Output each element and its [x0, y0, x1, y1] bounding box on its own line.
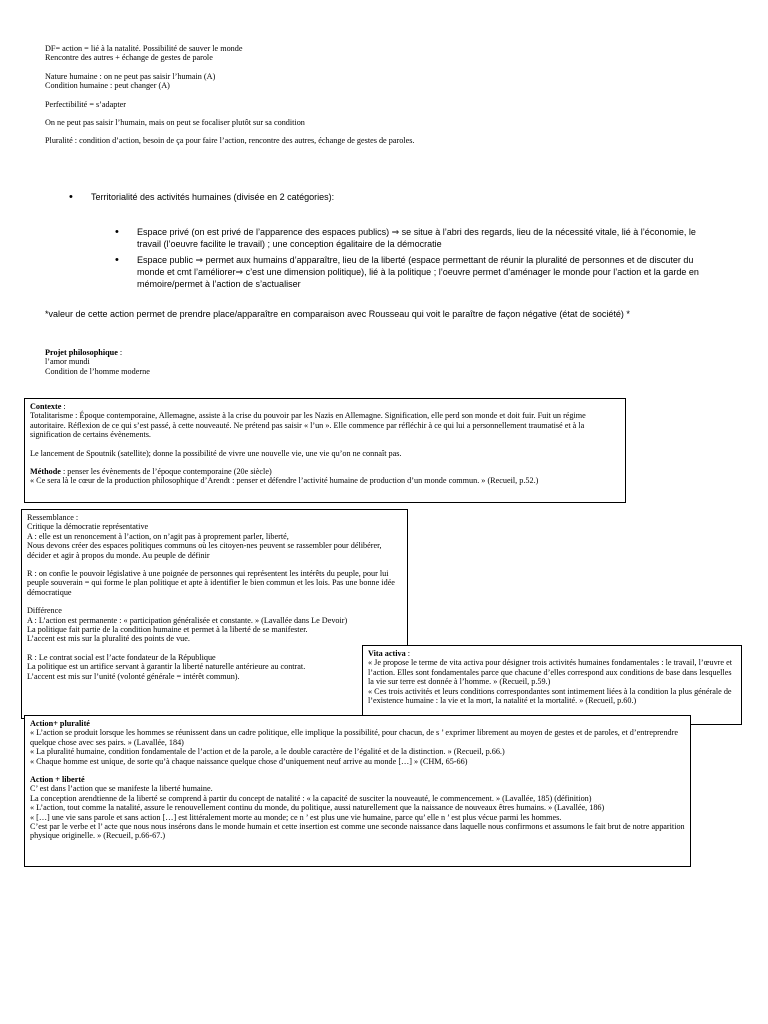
bullet-item: • Espace privé (on est privé de l’apparence des espaces publics) ⇒ se situe à l’abri des regards, lieu de la nécessité vitale, lié à l’économie, le travail (l’oeuvre facilite le travail) ; une conception égalitaire de la démocratie: [137, 226, 707, 250]
methode-text: : penser les évènements de l’époque contemporaine (20e siècle): [60, 467, 272, 477]
action-pluralite-title: Action+ pluralité: [30, 719, 90, 728]
note-line: On ne peut pas saisir l’humain, mais on peut se focaliser plutôt sur sa condition: [45, 118, 305, 128]
intro-notes: [45, 44, 725, 146]
ressemblance-line: La politique est un artifice servant à garantir la liberté naturelle antérieure au contrat.: [27, 662, 306, 672]
note-line: DF= action = lié à la natalité. Possibilité de sauver le monde: [45, 44, 243, 53]
action-line: La conception arendtienne de la liberté se comprend à partir du concept de natalité : « la capacité de susciter la nouveauté, le commencement. » (Lavallée, 185) (définition): [30, 793, 592, 803]
action-line: « […] une vie sans parole et sans action […] est littéralement morte au monde; ce n ’ est plus une vie humaine, parce qu’ elle n ’ est plus vécue parmi les hommes.: [30, 812, 562, 822]
espace-prive-bullet: [137, 226, 707, 250]
action-line: « La pluralité humaine, condition fondamentale de l’action et de la parole, a le double caractère de l’égalité et de la distinction. » (Recueil, p.66.): [30, 747, 505, 757]
ressemblance-line: La politique fait partie de la condition humaine et permet à la liberté de se manifester.: [27, 625, 308, 635]
ressemblance-line: Critique la démocratie représentative: [27, 522, 149, 532]
ressemblance-line: L’accent est mis sur l’unité (volonté générale = intérêt commun).: [27, 671, 240, 681]
ressemblance-line: R : on confie le pouvoir législative à une poignée de personnes qui représentent les intérêts du peuple, pour lui peuple souverain = qui forme le plan politique et apte à identifier le bien commun et les lois. Pas une bonne idée démocratique: [27, 569, 395, 597]
ressemblance-line: Ressemblance :: [27, 513, 79, 522]
ressemblance-line: Nous devons créer des espaces politiques communs où les citoyen-nes peuvent se rassembler pour délibérer, décider et agir à propos du monde. Au peuple de définir: [27, 541, 382, 560]
bullet-item: • Espace public ⇒ permet aux humains d’apparaître, lieu de la liberté (espace permettant de réunir la pluralité de personnes et de discuter du monde et cmt l’améliorer⇒ c’est une dimension politique), lié à la politique ; l’oeuvre permet d’aménager le monde pour l’action et la garde en mémoire/permet à l’action de s’actualiser: [137, 254, 722, 290]
contexte-paragraph: Le lancement de Spoutnik (satellite); donne la possibilité de vivre une nouvelle vie, une vie qu’on ne connaît pas.: [30, 448, 402, 458]
action-box: [24, 715, 691, 867]
projet-title: Projet philosophique: [45, 348, 118, 357]
valeur-text: *valeur de cette action permet de prendre place/apparaître en comparaison avec Rousseau qui voit le paraître de façon négative (état de société) *: [45, 309, 630, 319]
ressemblance-line: A : elle est un renoncement à l’action, on n’agit pas à proprement parler, liberté,: [27, 531, 289, 541]
projet-philosophique: [45, 348, 445, 376]
methode-title: Méthode: [30, 467, 61, 477]
contexte-quote: « Ce sera là le cœur de la production philosophique d’Arendt : penser et défendre l’activité humaine de production d’un monde commun. » (Recueil, p.52.): [30, 476, 539, 486]
vita-colon: :: [405, 649, 410, 658]
contexte-box: [24, 398, 626, 503]
action-liberte-title: Action + liberté: [30, 775, 85, 785]
espace-public-bullet: [137, 254, 722, 290]
note-line: Condition humaine : peut changer (A): [45, 81, 170, 91]
ressemblance-line: Différence: [27, 606, 62, 616]
action-line: « Chaque homme est unique, de sorte qu’à chaque naissance quelque chose d’uniquement neuf arrive au monde […] » (CHM, 65-66): [30, 756, 468, 766]
territorialite-bullet: [91, 191, 711, 203]
action-line: « L’action se produit lorsque les hommes se réunissent dans un cadre politique, elle implique la possibilité, pour chacun, de s ’ exprimer librement au moyen de gestes et de paroles, et d’entreprendre quelque chose avec ses pairs. » (Lavallée, 184): [30, 728, 678, 747]
ressemblance-line: L’accent est mis sur la pluralité des points de vue.: [27, 634, 190, 644]
bullet-item: • Territorialité des activités humaines (divisée en 2 catégories):: [91, 191, 711, 203]
ressemblance-box: [21, 509, 408, 719]
contexte-title: Contexte: [30, 402, 62, 411]
projet-line: Condition de l’homme moderne: [45, 366, 150, 376]
ressemblance-line: R : Le contrat social est l’acte fondateur de la République: [27, 652, 216, 662]
action-line: C’ est dans l’action que se manifeste la liberté humaine.: [30, 784, 213, 794]
projet-line: l’amor mundi: [45, 357, 90, 367]
valeur-note: [45, 308, 745, 320]
vita-activa-box: [362, 645, 742, 725]
ressemblance-line: A : L’action est permanente : « participation généralisée et constante. » (Lavallée dans Le Devoir): [27, 615, 348, 625]
contexte-paragraph: Totalitarisme : Époque contemporaine, Allemagne, assiste à la crise du pouvoir par les Nazis en Allemagne. Signification, elle perd son monde et doit fuir. Fuit un régime autoritaire. Réflexion de ce qui s’est passé, à cette nouveauté. Ne prétend pas saisir « l’un ». Elle commence par réfléchir à ce qui lui a personnellement traumatisé et à la signification de certains évènements.: [30, 411, 586, 440]
contexte-colon: :: [61, 402, 66, 411]
action-line: « L’action, tout comme la natalité, assure le renouvellement continu du monde, du politique, aussi naturellement que la naissance de nouveaux êtres humains. » (Lavallée, 186): [30, 803, 605, 813]
note-line: Nature humaine : on ne peut pas saisir l’humain (A): [45, 71, 216, 81]
vita-quote: « Ces trois activités et leurs conditions correspondantes sont intimement liées à la condition la plus générale de l’existence humaine : la vie et la mort, la natalité et la mortalité. » (Recueil, p.60.): [368, 686, 732, 706]
action-line: C’est par le verbe et l’ acte que nous nous insérons dans le monde humain et cette insertion est comme une seconde naissance dans laquelle nous confirmons et assumons le fait brut de notre apparition physique originelle. » (Recueil, p.66-67.): [30, 822, 685, 841]
note-line: Rencontre des autres + échange de gestes de parole: [45, 53, 213, 63]
vita-quote: « Je propose le terme de vita activa pour désigner trois activités humaines fondamentales : le travail, l’œuvre et l’action. Elles sont fondamentales parce que chacune d’elles correspond aux conditions de base dans lesquelles la vie sur terre est donnée à l’homme. » (Recueil, p.59.): [368, 658, 732, 687]
projet-colon: :: [117, 348, 123, 357]
vita-title: Vita activa: [368, 649, 406, 658]
note-line: Perfectibilité = s’adapter: [45, 99, 126, 109]
note-line: Pluralité : condition d’action, besoin de ça pour faire l’action, rencontre des autres, échange de gestes de paroles.: [45, 136, 415, 146]
